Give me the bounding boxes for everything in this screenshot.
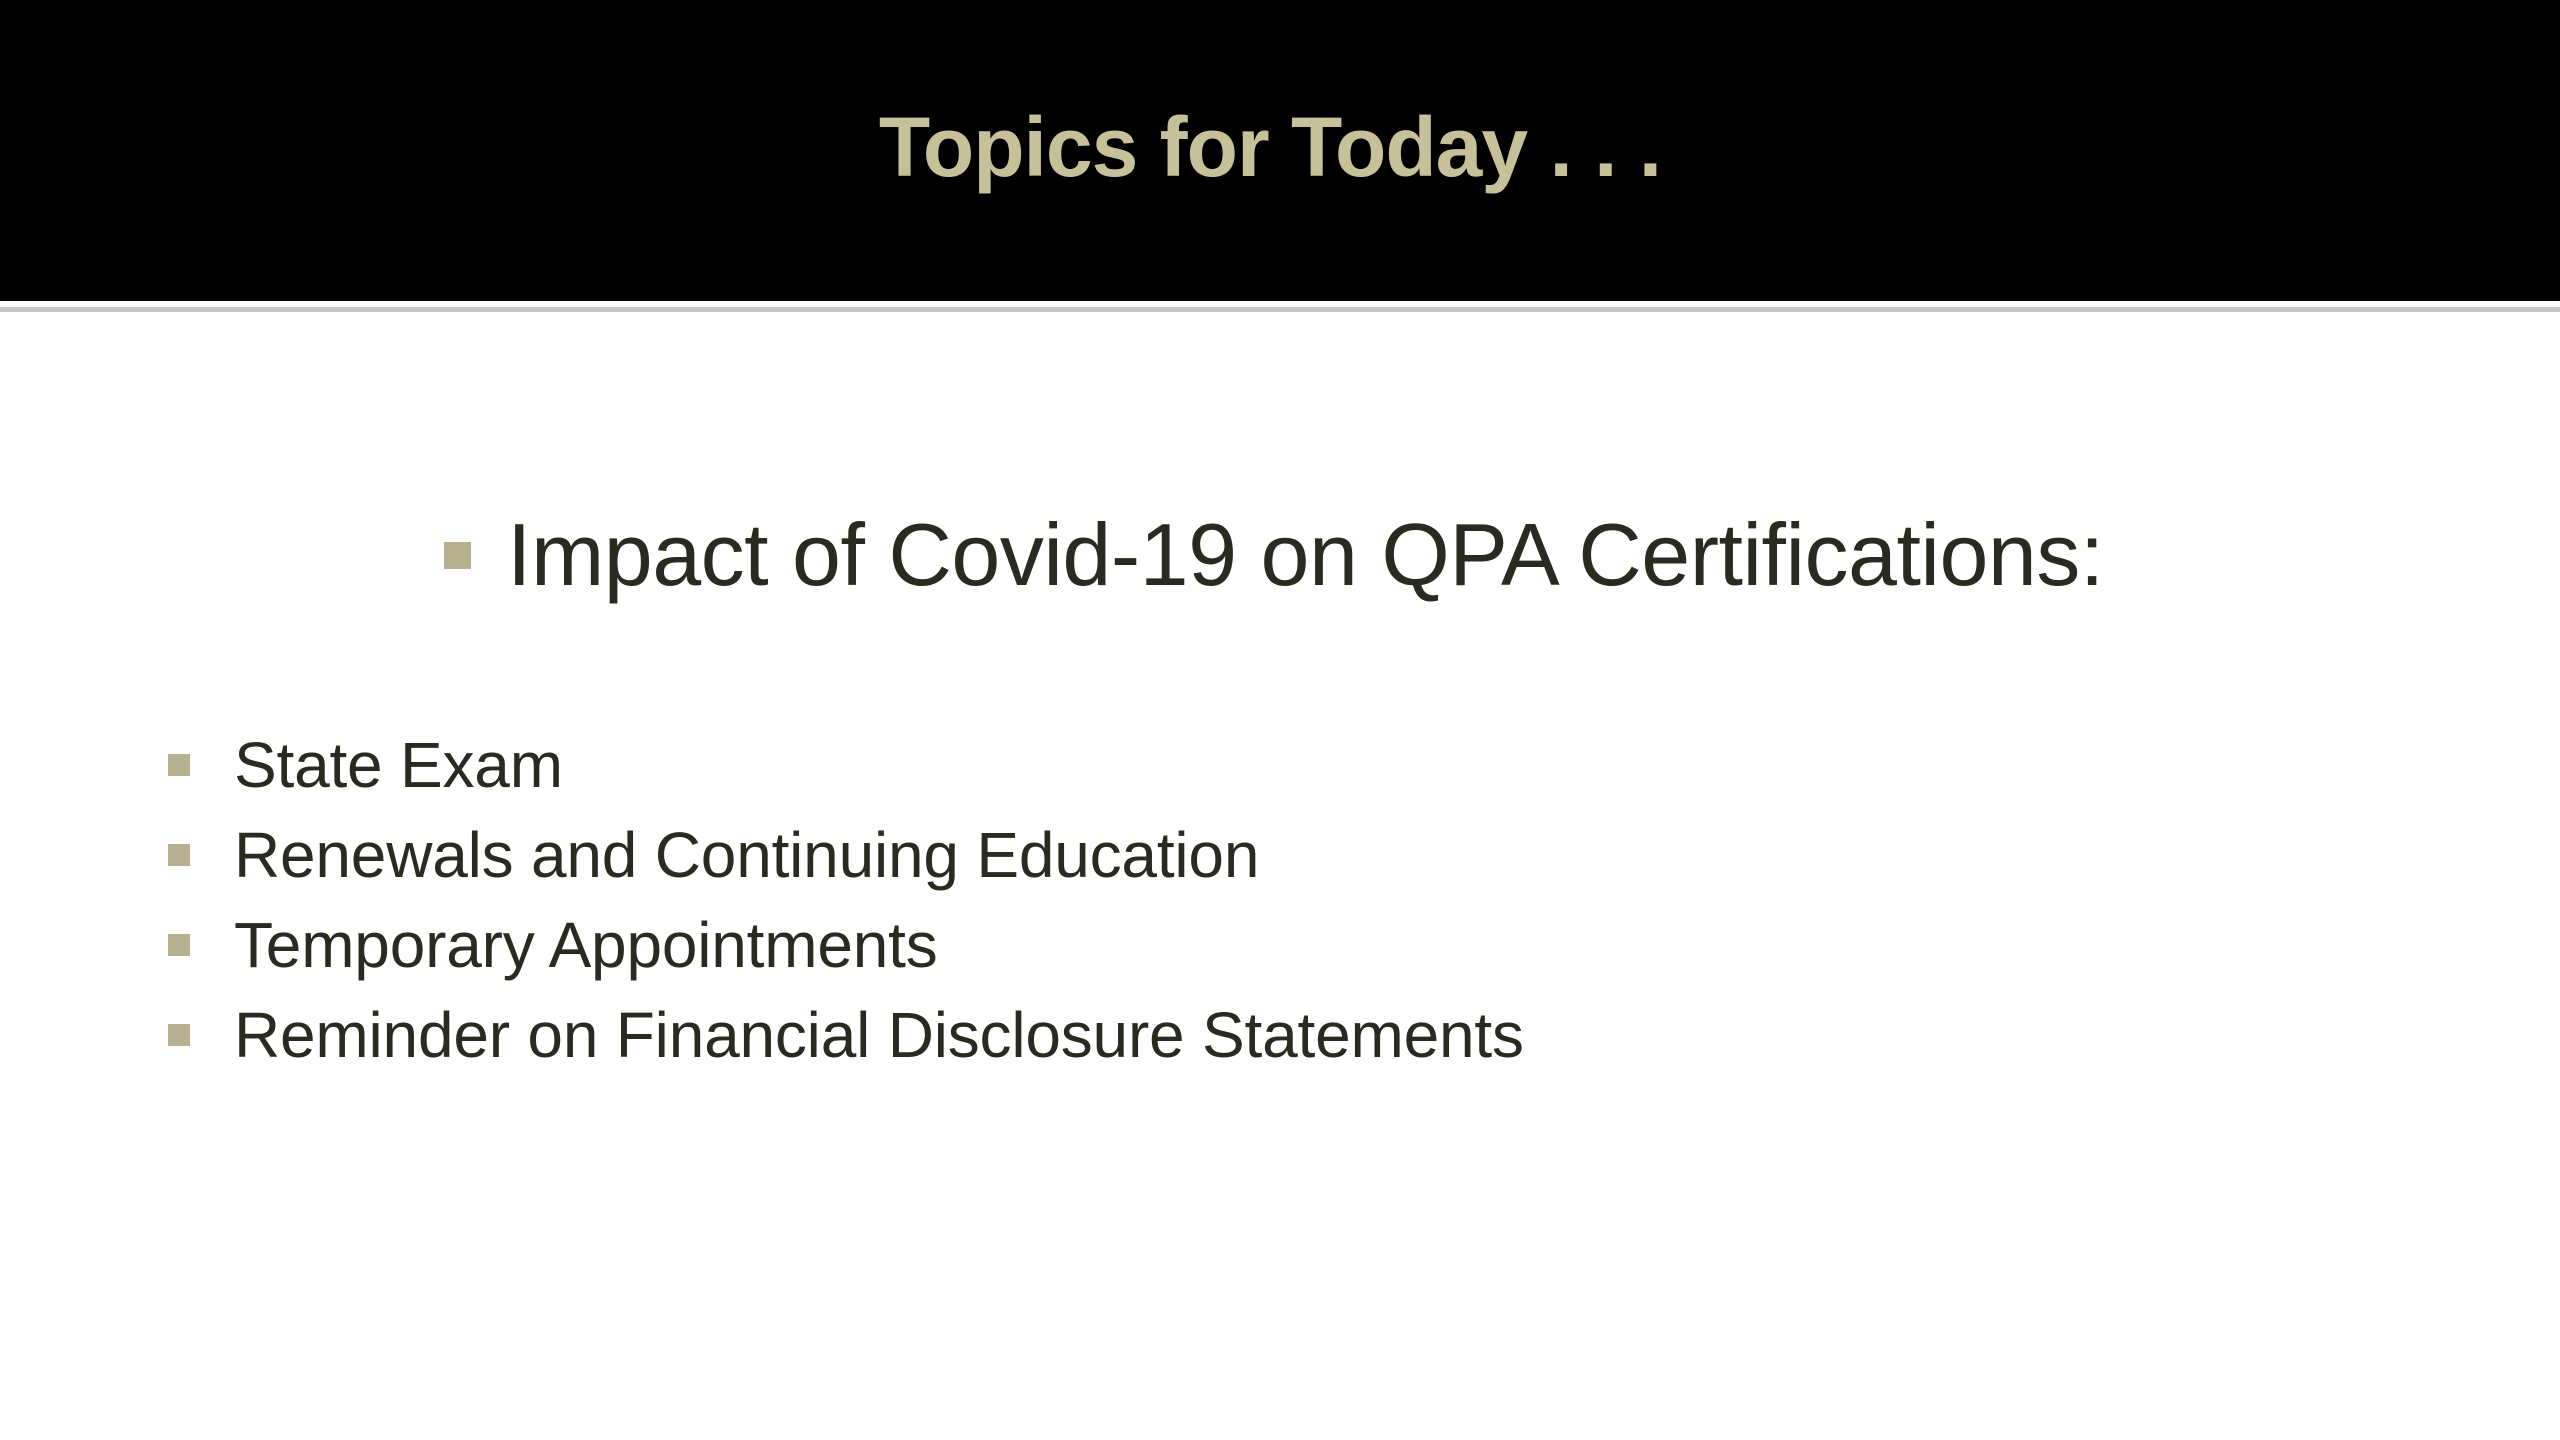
topic-list-item — [168, 720, 1524, 810]
title-bar — [0, 0, 2560, 301]
square-bullet-icon — [444, 542, 471, 569]
topic-list-item — [168, 990, 1524, 1080]
topic-temporary-appointments: Temporary Appointments — [234, 909, 938, 981]
topic-renewals: Renewals and Continuing Education — [234, 819, 1260, 891]
topic-list — [168, 720, 1524, 1080]
topic-state-exam: State Exam — [234, 729, 563, 801]
topic-list-item — [168, 810, 1524, 900]
square-bullet-icon — [168, 1024, 190, 1046]
square-bullet-icon — [168, 754, 190, 776]
square-bullet-icon — [168, 844, 190, 866]
topic-list-item — [168, 900, 1524, 990]
topic-financial-disclosure: Reminder on Financial Disclosure Statements — [234, 999, 1524, 1071]
title-divider-line — [0, 307, 2560, 312]
slide-title: Topics for Today . . . — [878, 99, 1662, 194]
square-bullet-icon — [168, 934, 190, 956]
lead-bullet-text: Impact of Covid-19 on QPA Certifications: — [507, 505, 2104, 604]
lead-bullet-item — [444, 500, 2104, 610]
